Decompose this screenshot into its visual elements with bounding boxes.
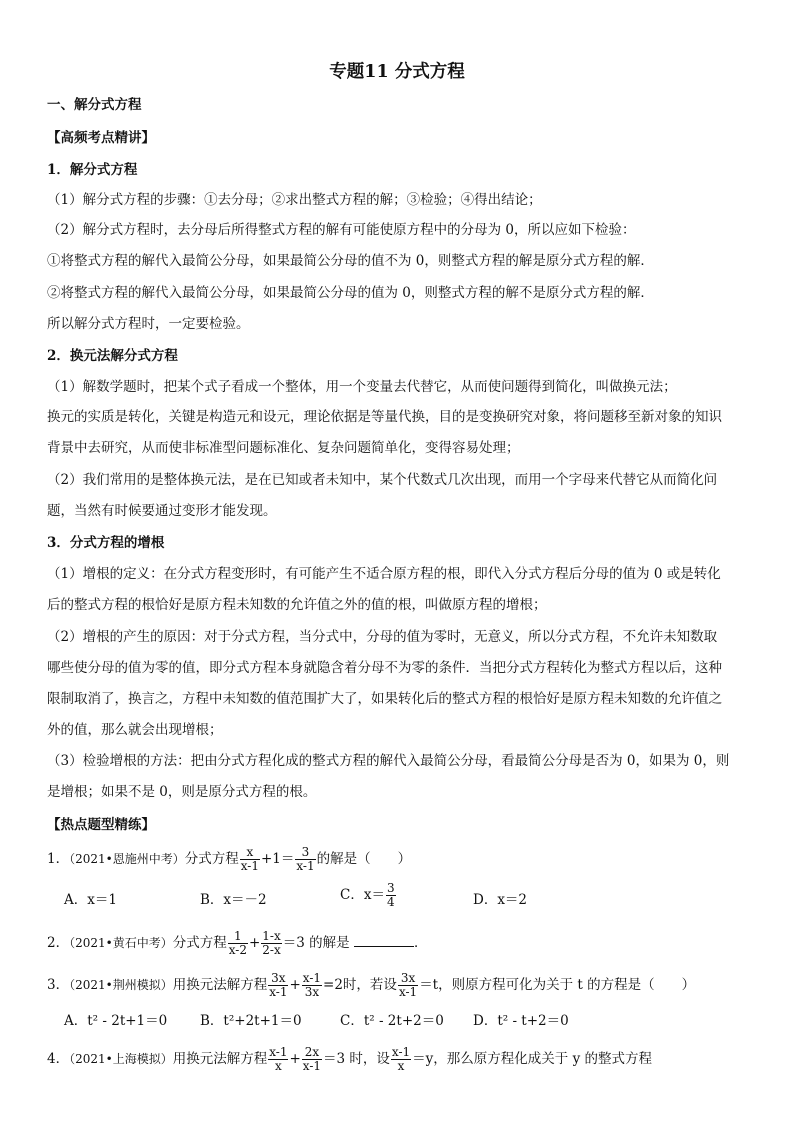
option-d: D．t² - t+2＝0	[473, 1013, 569, 1029]
section-heading: 一、解分式方程	[47, 97, 142, 113]
fraction: $\frac{x-1}{x}$	[391, 1045, 411, 1073]
topic-heading-2: 2．换元法解分式方程	[47, 348, 178, 364]
paragraph: （2）我们常用的是整体换元法，是在已知或者未知中，某个代数式几次出现，而用一个字母来代替它从而简化问	[47, 472, 718, 488]
paragraph: ①将整式方程的解代入最简公分母，如果最简公分母的值不为 0，则整式方程的解是原分式方程的解．	[47, 253, 654, 269]
option-c: C．t² - 2t+2＝0	[340, 1013, 444, 1029]
fraction: $\frac{2x}{x-1}$	[302, 1045, 322, 1073]
paragraph: （2）增根的产生的原因：对于分式方程，当分式中，分母的值为零时，无意义，所以分式方程，不允许未知数取	[47, 629, 718, 645]
paragraph: 外的值，那么就会出现增根；	[47, 722, 223, 738]
paragraph: 哪些使分母的值为零的值，即分式方程本身就隐含着分母不为零的条件．当把分式方程转化为整式方程以后，这种	[47, 660, 722, 676]
question-1: 1．（2021•恩施州中考）分式方程 $\frac{x}{x-1}$ +1＝ $\frac{3}{x-1}$ 的解是（ ）	[47, 845, 412, 873]
paragraph: 题，当然有时候要通过变形才能发现。	[47, 503, 277, 519]
paragraph: 换元的实质是转化，关键是构造元和设元，理论依据是等量代换，目的是变换研究对象，将问题移至新对象的知识	[47, 409, 722, 425]
page-title: 专题11 分式方程	[329, 62, 465, 82]
fraction: $\frac{1-x}{2-x}$	[262, 929, 281, 957]
option-b: B．t²+2t+1＝0	[200, 1013, 302, 1029]
paragraph: （1）解数学题时，把某个式子看成一个整体，用一个变量去代替它，从而使问题得到简化，叫做换元法；	[47, 379, 677, 395]
paragraph: 背景中去研究，从而使非标准型问题标准化、复杂问题简单化，变得容易处理；	[47, 440, 520, 456]
fraction: $\frac{x-1}{x}$	[269, 1045, 288, 1073]
option-c: C．x＝ $\frac{3}{4}$	[340, 881, 395, 909]
paragraph: 是增根；如果不是 0，则是原分式方程的根。	[47, 784, 317, 800]
question-2: 2．（2021•黄石中考）分式方程 $\frac{1}{x-2}$ + $\frac{1-x}{2-x}$ ＝3 的解是 ．	[47, 929, 428, 957]
fraction: $\frac{x-1}{3x}$	[302, 971, 322, 999]
option-d: D．x＝2	[473, 892, 528, 908]
option-a: A．x＝1	[64, 892, 117, 908]
topic-heading-3: 3．分式方程的增根	[47, 535, 165, 551]
high-frequency-header: 【高频考点精讲】	[47, 130, 155, 146]
paragraph: 限制取消了，换言之，方程中未知数的值范围扩大了，如果转化后的整式方程的根恰好是原方程未知数的允许值之	[47, 691, 722, 707]
fraction: $\frac{3}{4}$	[386, 881, 395, 909]
option-a: A．t² - 2t+1＝0	[64, 1013, 168, 1029]
paragraph: 所以解分式方程时，一定要检验。	[47, 316, 250, 332]
fraction: $\frac{x}{x-1}$	[240, 845, 259, 873]
paragraph: 后的整式方程的根恰好是原方程未知数的允许值之外的值的根，叫做原方程的增根；	[47, 597, 547, 613]
topic-heading-1: 1．解分式方程	[47, 162, 138, 178]
paragraph: （3）检验增根的方法：把由分式方程化成的整式方程的解代入最简公分母，看最简公分母是否为 0，如果为 0，则	[47, 753, 730, 769]
option-b: B．x＝－2	[200, 892, 267, 908]
answer-blank	[354, 933, 414, 947]
paragraph: （2）解分式方程时，去分母后所得整式方程的解有可能使原方程中的分母为 0，所以应如下检验：	[47, 222, 636, 238]
question-4: 4．（2021•上海模拟）用换元法解方程 $\frac{x-1}{x}$ + $\frac{2x}{x-1}$ ＝3 时，设 $\frac{x-1}{x}$ ＝y，那么原方程化成关于 y 的整式方程	[47, 1045, 653, 1073]
fraction: $\frac{3}{x-1}$	[296, 845, 315, 873]
paragraph: （1）解分式方程的步骤：①去分母；②求出整式方程的解；③检验；④得出结论；	[47, 192, 542, 208]
practice-header: 【热点题型精练】	[47, 817, 155, 833]
fraction: $\frac{3x}{x-1}$	[269, 971, 288, 999]
paragraph: （1）增根的定义：在分式方程变形时，有可能产生不适合原方程的根，即代入分式方程后分母的值为 0 或是转化	[47, 566, 721, 582]
question-3: 3．（2021•荆州模拟）用换元法解方程 $\frac{3x}{x-1}$ + $\frac{x-1}{3x}$ =2时，若设 $\frac{3x}{x-1}$ ＝t，则原方程可化为关于 t 的方程是（ ）	[47, 971, 696, 999]
fraction: $\frac{1}{x-2}$	[228, 929, 247, 957]
paragraph: ②将整式方程的解代入最简公分母，如果最简公分母的值为 0，则整式方程的解不是原分式方程的解．	[47, 285, 654, 301]
fraction: $\frac{3x}{x-1}$	[398, 971, 418, 999]
